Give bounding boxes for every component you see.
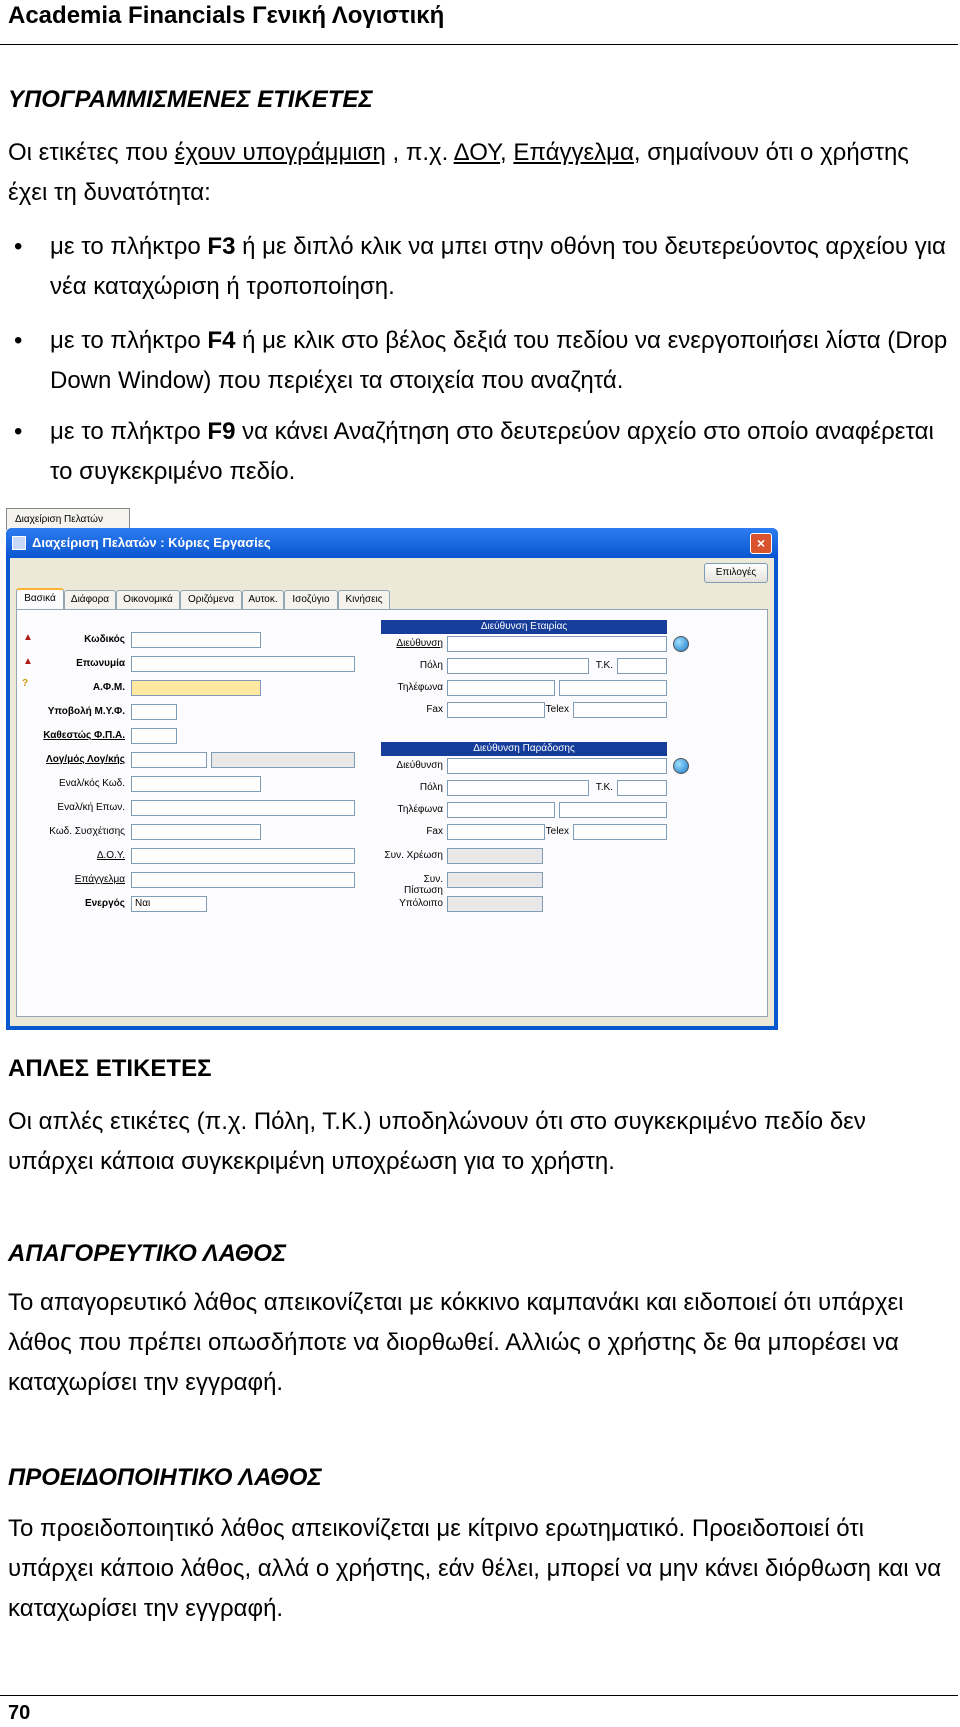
vat-field[interactable] bbox=[131, 680, 261, 696]
section-title-simple: ΑΠΛΕΣ ΕΤΙΚΕΤΕΣ bbox=[8, 1055, 212, 1082]
bullet-key: F3 bbox=[207, 233, 236, 260]
intro-underlined-example: έχουν υπογράμμιση bbox=[174, 139, 386, 166]
window-client bbox=[10, 558, 774, 1026]
close-button[interactable]: × bbox=[750, 533, 772, 554]
account-field[interactable] bbox=[131, 752, 207, 768]
label-active: Ενεργός bbox=[84, 898, 125, 909]
bullet-text: ή με κλικ στο βέλος δεξιά του πεδίου να ενεργοποιήσει λίστα (Drop Down Window) που περιέχει τα στοιχεία που αναζητά. bbox=[50, 327, 948, 394]
label-tax-office: Δ.Ο.Υ. bbox=[96, 850, 125, 861]
window-title: Διαχείριση Πελατών : Κύριες Εργασίες bbox=[32, 535, 271, 550]
label-company-telex: Telex bbox=[545, 704, 569, 715]
label-alt-code: Εναλ/κός Κωδ. bbox=[59, 778, 125, 789]
globe-icon[interactable] bbox=[673, 758, 689, 774]
bullet-text: με το πλήκτρο bbox=[50, 233, 208, 260]
label-delivery-fax: Fax bbox=[426, 826, 443, 837]
company-phone2-field[interactable] bbox=[559, 680, 667, 696]
bell-error-icon: ▲ bbox=[23, 656, 33, 667]
total-credit-field bbox=[447, 872, 543, 888]
company-address-field[interactable] bbox=[447, 636, 667, 652]
bullet-icon: • bbox=[14, 418, 23, 445]
label-company-phones: Τηλέφωνα bbox=[397, 682, 443, 693]
delivery-address-field[interactable] bbox=[447, 758, 667, 774]
company-phone1-field[interactable] bbox=[447, 680, 555, 696]
label-delivery-telex: Telex bbox=[545, 826, 569, 837]
vat-regime-field[interactable] bbox=[131, 728, 177, 744]
tab-movements[interactable]: Κινήσεις bbox=[338, 590, 390, 610]
tab-custom[interactable]: Οριζόμενα bbox=[180, 590, 242, 610]
alt-code-field[interactable] bbox=[131, 776, 261, 792]
alt-name-field[interactable] bbox=[131, 800, 355, 816]
label-account: Λογ/μός Λογ/κής bbox=[46, 754, 125, 765]
tab-auto[interactable]: Αυτοκ. bbox=[242, 590, 284, 610]
company-address-header: Διεύθυνση Εταιρίας bbox=[381, 620, 667, 634]
intro-underlined-doy: ΔΟΥ bbox=[453, 139, 501, 166]
label-name: Επωνυμία bbox=[76, 658, 125, 669]
label-company-address: Διεύθυνση bbox=[396, 638, 443, 649]
label-company-fax: Fax bbox=[426, 704, 443, 715]
bell-error-icon: ▲ bbox=[23, 632, 33, 643]
delivery-phone2-field[interactable] bbox=[559, 802, 667, 818]
label-profession: Επάγγελμα bbox=[74, 874, 125, 885]
account-desc-field bbox=[211, 752, 355, 768]
total-debit-field bbox=[447, 848, 543, 864]
label-total-credit: Συν. Πίστωση bbox=[404, 874, 443, 896]
window-icon bbox=[12, 536, 26, 550]
label-company-zip: Τ.Κ. bbox=[595, 660, 613, 671]
bullet-icon: • bbox=[14, 233, 23, 260]
delivery-address-header: Διεύθυνση Παράδοσης bbox=[381, 742, 667, 756]
bullet-text: να κάνει Αναζήτηση στο δευτερεύον αρχείο στο οποίο αναφέρεται το συγκεκριμένο πεδίο. bbox=[50, 418, 934, 485]
bullet-f4 bbox=[8, 321, 948, 401]
bullet-f3 bbox=[8, 227, 948, 307]
simple-text: Οι απλές ετικέτες (π.χ. Πόλη, Τ.Κ.) υποδηλώνουν ότι στο συγκεκριμένο πεδίο δεν υπάρχει κάποια συγκεκριμένη υποχρέωση για το χρήστη. bbox=[8, 1108, 866, 1175]
bullet-text: με το πλήκτρο bbox=[50, 327, 208, 354]
intro-underlined-profession: Επάγγελμα bbox=[513, 139, 634, 166]
label-code: Κωδικός bbox=[84, 634, 125, 645]
delivery-telex-field[interactable] bbox=[573, 824, 667, 840]
options-button[interactable]: Επιλογές bbox=[704, 563, 768, 583]
tab-misc[interactable]: Διάφορα bbox=[64, 590, 116, 610]
company-telex-field[interactable] bbox=[573, 702, 667, 718]
underlined-intro bbox=[8, 133, 948, 213]
intro-text: , σημαίνουν ότι ο χρήστης έχει τη δυνατότητα: bbox=[8, 139, 909, 206]
tab-financial[interactable]: Οικονομικά bbox=[116, 590, 180, 610]
tab-balance[interactable]: Ισοζύγιο bbox=[284, 590, 338, 610]
page-number: 70 bbox=[8, 1702, 31, 1724]
bullet-text: με το πλήκτρο bbox=[50, 418, 208, 445]
label-alt-name: Εναλ/κή Επων. bbox=[57, 802, 125, 813]
header-rule bbox=[0, 44, 958, 45]
label-delivery-address: Διεύθυνση bbox=[396, 760, 443, 771]
question-warning-icon: ? bbox=[22, 678, 29, 689]
tax-office-field[interactable] bbox=[131, 848, 355, 864]
intro-text: , π.χ. bbox=[385, 139, 454, 166]
label-delivery-zip: Τ.Κ. bbox=[595, 782, 613, 793]
document-header: Academia Financials Γενική Λογιστική bbox=[8, 2, 445, 29]
globe-icon[interactable] bbox=[673, 636, 689, 652]
tab-basic[interactable]: Βασικά bbox=[16, 588, 64, 610]
label-company-city: Πόλη bbox=[419, 660, 443, 671]
outer-tab-customers[interactable]: Διαχείριση Πελατών bbox=[6, 508, 130, 530]
label-remaining: Υπόλοιπο bbox=[399, 898, 443, 909]
window-titlebar[interactable] bbox=[6, 528, 778, 558]
company-zip-field[interactable] bbox=[617, 658, 667, 674]
bullet-key: F9 bbox=[207, 418, 236, 445]
section-title-blocking: ΑΠΑΓΟΡΕΥΤΙΚΟ ΛΑΘΟΣ bbox=[8, 1240, 287, 1267]
bullet-text: ή με διπλό κλικ να μπει στην οθόνη του δευτερεύοντος αρχείου για νέα καταχώριση ή τροποποίηση. bbox=[50, 233, 946, 300]
label-delivery-city: Πόλη bbox=[419, 782, 443, 793]
delivery-phone1-field[interactable] bbox=[447, 802, 555, 818]
remaining-field bbox=[447, 896, 543, 912]
myf-field[interactable] bbox=[131, 704, 177, 720]
relation-code-field[interactable] bbox=[131, 824, 261, 840]
intro-text: , bbox=[500, 139, 514, 166]
intro-text: Οι ετικέτες που bbox=[8, 139, 175, 166]
name-field[interactable] bbox=[131, 656, 355, 672]
warning-text: Το προειδοποιητικό λάθος απεικονίζεται με κίτρινο ερωτηματικό. Προειδοποιεί ότι υπάρχει κάποιο λάθος, αλλά ο χρήστης, εάν θέλει, μπορεί να μην κάνει διόρθωση και να καταχωρίσει την εγγραφή. bbox=[8, 1515, 942, 1622]
profession-field[interactable] bbox=[131, 872, 355, 888]
label-vat-regime: Καθεστώς Φ.Π.Α. bbox=[43, 730, 125, 741]
delivery-zip-field[interactable] bbox=[617, 780, 667, 796]
customer-window bbox=[6, 528, 778, 1030]
basic-panel bbox=[16, 609, 768, 1017]
active-field[interactable]: Ναι bbox=[131, 896, 207, 912]
bullet-f9 bbox=[8, 412, 948, 492]
section-title-underlined: ΥΠΟΓΡΑΜΜΙΣΜΕΝΕΣ ΕΤΙΚΕΤΕΣ bbox=[8, 86, 373, 113]
bullet-icon: • bbox=[14, 327, 23, 354]
label-delivery-phones: Τηλέφωνα bbox=[397, 804, 443, 815]
label-total-debit: Συν. Χρέωση bbox=[384, 850, 443, 861]
blocking-text: Το απαγορευτικό λάθος απεικονίζεται με κόκκινο καμπανάκι και ειδοποιεί ότι υπάρχει λάθος που πρέπει οπωσδήποτε να διορθωθεί. Αλλιώς ο χρήστης δε θα μπορέσει να καταχωρίσει την εγγραφή. bbox=[8, 1289, 904, 1396]
label-relation-code: Κωδ. Συσχέτισης bbox=[49, 826, 125, 837]
code-field[interactable] bbox=[131, 632, 261, 648]
label-myf: Υποβολή Μ.Υ.Φ. bbox=[47, 706, 125, 717]
footer-rule bbox=[0, 1695, 958, 1696]
section-title-warning: ΠΡΟΕΙΔΟΠΟΙΗΤΙΚΟ ΛΑΘΟΣ bbox=[8, 1464, 322, 1491]
bullet-key: F4 bbox=[207, 327, 236, 354]
label-vat: Α.Φ.Μ. bbox=[92, 682, 125, 693]
